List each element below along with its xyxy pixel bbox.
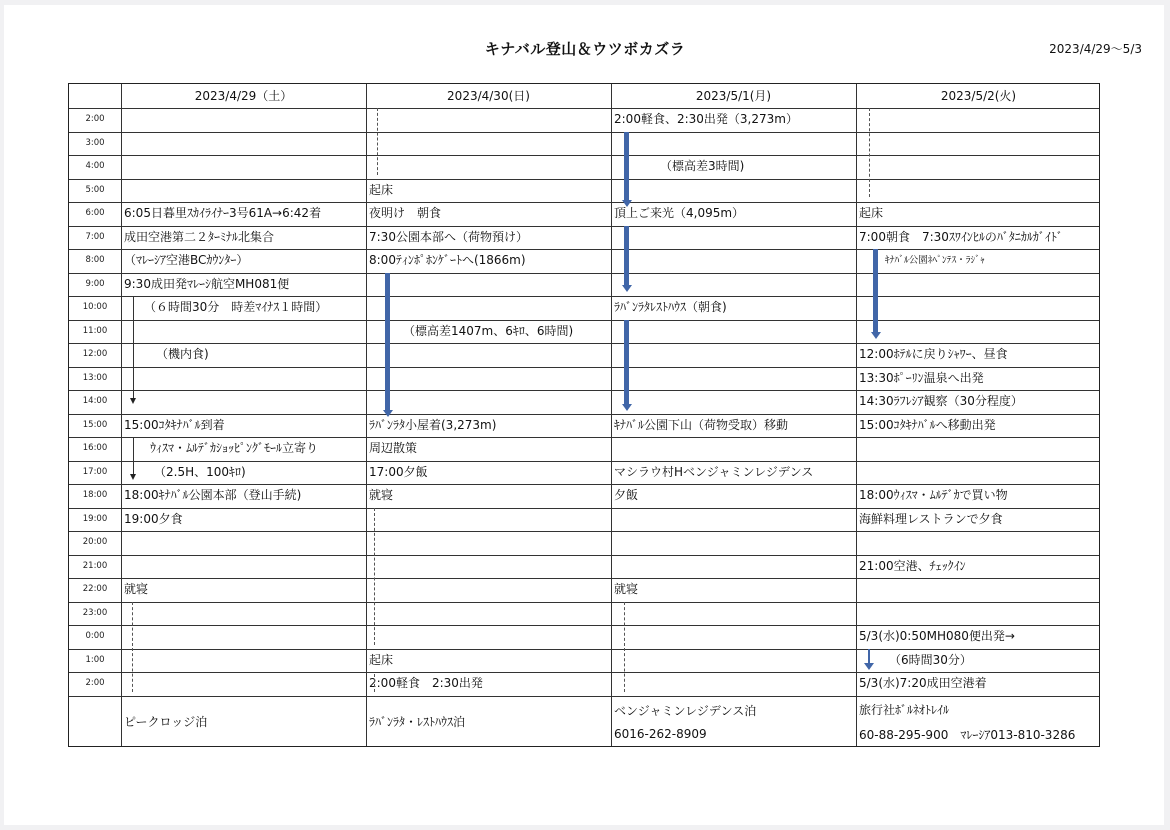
time-label: 19:00 [82, 513, 108, 524]
thick-arrow-head [622, 285, 632, 292]
schedule-entry: 起床 [369, 182, 394, 197]
lodging-note [614, 696, 756, 749]
row-divider [69, 108, 1099, 109]
time-label: 22:00 [82, 584, 108, 594]
time-label: 5:00 [85, 184, 105, 195]
thick-arrow-head [383, 410, 393, 417]
column-divider [611, 84, 612, 746]
lodging-note [369, 696, 465, 749]
thick-arrow-shaft [624, 320, 629, 405]
time-label: 21:00 [82, 560, 108, 571]
time-label: 17:00 [82, 466, 108, 477]
day-header: 2023/4/30(日) [447, 89, 530, 103]
thick-arrow-head [871, 332, 881, 339]
column-divider [121, 84, 122, 746]
schedule-entry: 夜明け 朝食 [369, 206, 442, 220]
itinerary-table [68, 83, 1100, 747]
schedule-entry: （ﾏﾚｰｼｱ空港BCｶｳﾝﾀｰ） [124, 253, 249, 267]
dashed-connector [869, 108, 870, 197]
schedule-entry: ｳｨｽﾏ・ﾑﾙﾃﾞｶｼｮｯﾋﾟﾝｸﾞﾓｰﾙ立寄り [150, 441, 319, 455]
schedule-entry: 7:00朝食 7:30ｽﾜｲﾝﾋﾙのﾊﾞﾀﾆｶﾙｶﾞｲﾄﾞ [859, 229, 1063, 244]
schedule-entry: 2:00軽食 2:30出発 [369, 676, 483, 690]
schedule-entry: 就寝 [124, 582, 149, 596]
time-label: 13:00 [82, 372, 108, 383]
dashed-connector [132, 602, 133, 693]
row-divider [69, 155, 1099, 156]
lodging-note [859, 696, 1075, 749]
time-label: 2:00 [85, 678, 105, 688]
schedule-entry: 8:00ﾃｨﾝﾎﾟﾎﾝｹﾞｰﾄへ(1866m) [369, 253, 526, 267]
time-label: 8:00 [85, 255, 105, 265]
schedule-entry: 5/3(水)0:50MH080便出発→ [859, 629, 1015, 643]
lodging-line: ベンジャミンレジデンス泊 [614, 704, 757, 719]
schedule-entry: 成田空港第二２ﾀｰﾐﾅﾙ北集合 [124, 229, 275, 244]
schedule-entry: 頂上ご来光（4,095m） [614, 206, 745, 220]
schedule-entry: （2.5H、100ｷﾛ) [154, 464, 246, 479]
schedule-entry: ﾗﾊﾞﾝﾗﾀﾚｽﾄﾊｳｽ（朝食) [614, 300, 727, 314]
dashed-connector [624, 602, 625, 693]
time-label: 0:00 [85, 631, 105, 641]
time-label: 14:00 [82, 396, 108, 406]
time-label: 11:00 [82, 325, 108, 336]
schedule-entry: 就寝 [614, 582, 639, 596]
lodging-line: 旅行社ﾎﾞﾙﾈｵﾄﾚｲﾙ [859, 702, 950, 717]
schedule-entry: （機内食) [156, 347, 209, 361]
schedule-entry: 周辺散策 [369, 441, 418, 455]
schedule-entry: 海鮮料理レストランで夕食 [859, 511, 1003, 526]
trip-date-range: 2023/4/29～5/3 [1049, 42, 1142, 56]
schedule-entry: （標高差3時間) [660, 159, 745, 173]
time-label: 23:00 [82, 607, 108, 618]
schedule-entry: 就寝 [369, 488, 394, 502]
column-divider [366, 84, 367, 746]
lodging-line: ピークロッジ泊 [124, 715, 208, 730]
thin-arrow-shaft [133, 296, 134, 398]
schedule-entry: マシラウ村Hベンジャミンレジデンス [614, 464, 814, 479]
schedule-entry: 14:30ﾗﾌﾚｼｱ観察（30分程度） [859, 394, 1023, 408]
schedule-entry: 起床 [369, 652, 394, 667]
row-divider [69, 531, 1099, 532]
schedule-entry: 13:30ﾎﾟｰﾘﾝ温泉へ出発 [859, 370, 984, 385]
time-label: 7:00 [85, 231, 105, 242]
day-header: 2023/4/29（土） [194, 89, 293, 103]
schedule-entry: （標高差1407m、6ｷﾛ、6時間) [403, 323, 574, 338]
time-label: 6:00 [85, 208, 105, 218]
lodging-line: ﾗﾊﾞﾝﾗﾀ・ﾚｽﾄﾊｳｽ泊 [369, 715, 466, 730]
day-header: 2023/5/1(月) [695, 89, 772, 103]
dashed-connector [377, 108, 378, 175]
schedule-entry: 19:00夕食 [124, 511, 183, 526]
row-divider [69, 132, 1099, 133]
schedule-entry: 5/3(水)7:20成田空港着 [859, 676, 987, 690]
time-label: 16:00 [82, 443, 108, 453]
thick-arrow-head [622, 200, 632, 207]
schedule-entry: 15:00ｺﾀｷﾅﾊﾞﾙへ移動出発 [859, 417, 996, 432]
schedule-entry: 2:00軽食、2:30出発（3,273m） [614, 112, 798, 126]
thick-arrow-shaft [624, 226, 629, 285]
time-label: 9:00 [85, 278, 105, 289]
dashed-connector [374, 674, 375, 692]
schedule-entry: ﾗﾊﾞﾝﾗﾀ小屋着(3,273m) [369, 417, 497, 432]
schedule-entry: 夕飯 [614, 488, 639, 502]
time-label: 3:00 [85, 137, 105, 148]
schedule-entry: 12:00ﾎﾃﾙに戻りｼｬﾜｰ、昼食 [859, 347, 1008, 361]
time-label: 20:00 [82, 537, 108, 547]
thin-arrow-head [130, 474, 136, 480]
schedule-entry: 18:00ｷﾅﾊﾞﾙ公園本部（登山手続) [124, 488, 302, 502]
dashed-connector [374, 508, 375, 646]
schedule-entry: 6:05日暮里ｽｶｲﾗｲﾅｰ3号61A→6:42着 [124, 206, 322, 220]
schedule-entry: 起床 [859, 206, 884, 220]
page-title: キナバル登山＆ウツボカズラ [484, 40, 686, 58]
thick-arrow-head [622, 404, 632, 411]
time-label: 4:00 [85, 161, 105, 171]
schedule-entry: （６時間30分 時差ﾏｲﾅｽ１時間） [144, 300, 328, 314]
time-label: 12:00 [82, 349, 108, 359]
schedule-entry: 18:00ｳｨｽﾏ・ﾑﾙﾃﾞｶで買い物 [859, 488, 1008, 502]
thick-arrow-shaft [873, 249, 878, 332]
column-divider [856, 84, 857, 746]
lodging-line: 6016-262-8909 [614, 727, 707, 742]
schedule-entry: ｷﾅﾊﾞﾙ公園ﾈﾍﾟﾝﾃｽ・ﾗｼﾞｬ [885, 255, 985, 266]
thin-arrow-shaft [133, 437, 134, 474]
schedule-entry: （6時間30分） [889, 652, 972, 667]
time-label: 15:00 [82, 419, 108, 430]
schedule-entry: 9:30成田発ﾏﾚｰｼ航空MH081便 [124, 276, 290, 291]
schedule-entry: 7:30公園本部へ（荷物預け） [369, 229, 528, 244]
day-header: 2023/5/2(火) [940, 89, 1017, 103]
time-label: 2:00 [85, 114, 105, 124]
thin-arrow-head [130, 398, 136, 404]
schedule-entry: 15:00ｺﾀｷﾅﾊﾞﾙ到着 [124, 417, 225, 432]
small-blue-arrow-shaft [868, 649, 870, 663]
time-label: 18:00 [82, 490, 108, 500]
row-divider [69, 602, 1099, 603]
lodging-line: 60-88-295-900 ﾏﾚｰｼｱ013-810-3286 [859, 727, 1076, 742]
lodging-note [124, 696, 207, 749]
schedule-entry: 17:00夕飯 [369, 464, 428, 479]
time-label: 10:00 [82, 302, 108, 312]
small-blue-arrow-head [864, 663, 874, 670]
schedule-entry: 21:00空港、ﾁｪｯｸｲﾝ [859, 558, 966, 573]
thick-arrow-shaft [385, 273, 390, 411]
thick-arrow-shaft [624, 132, 629, 201]
schedule-entry: ｷﾅﾊﾞﾙ公園下山（荷物受取）移動 [614, 417, 789, 432]
time-label: 1:00 [85, 654, 105, 665]
